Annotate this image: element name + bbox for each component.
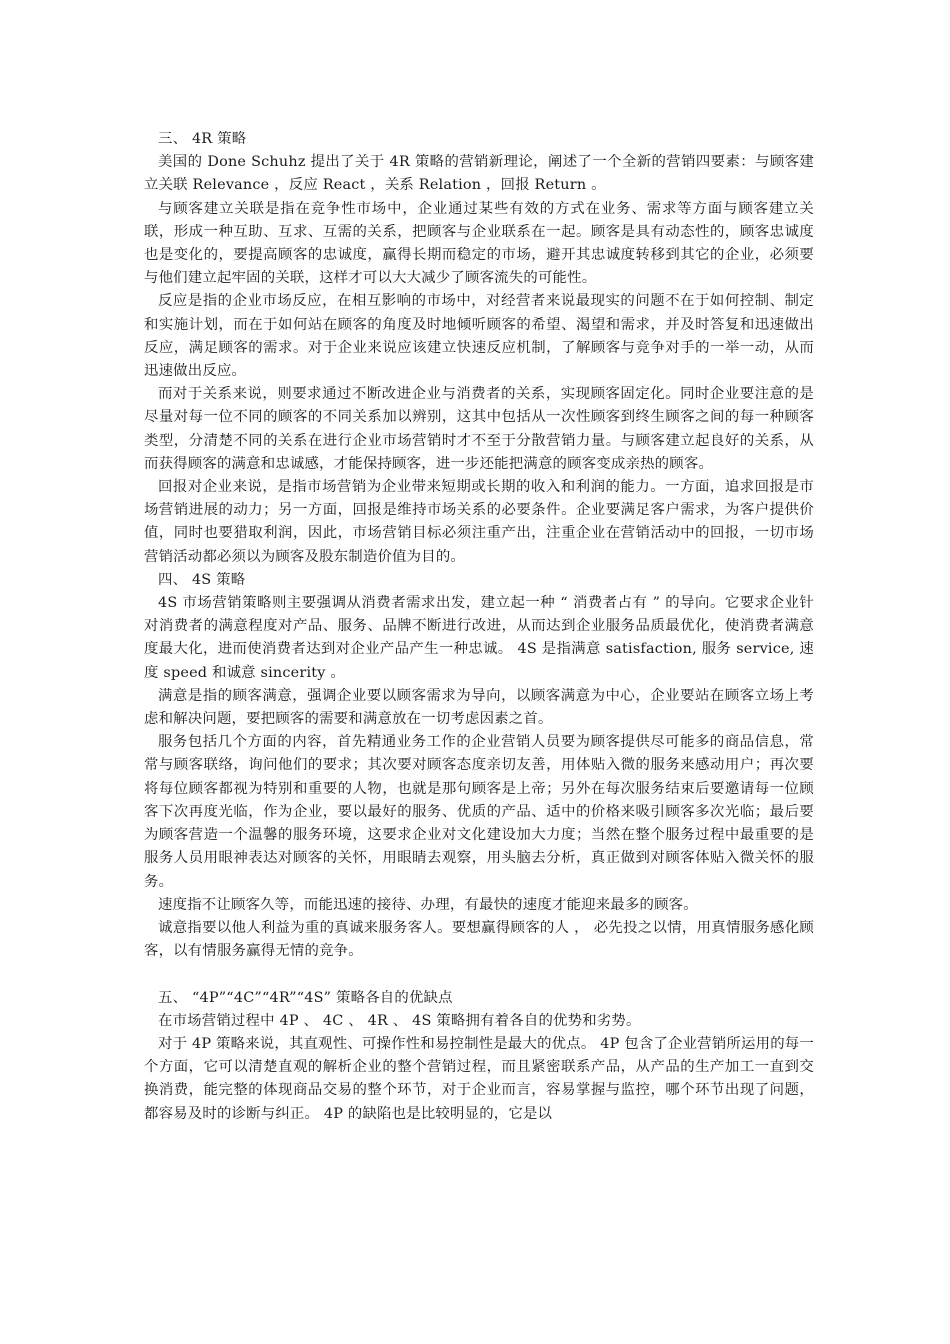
paragraph: 而对于关系来说，则要求通过不断改进企业与消费者的关系，实现顾客固定化。同时企业要注意的是尽量对每一位不同的顾客的不同关系加以辨别，这其中包括从一次性顾客到终生顾客之间的每一种顾客类型，分清楚不同的关系在进行企业市场营销时才不至于分散营销力量。与顾客建立起良好的关系，从而获得顾客的满意和忠诚感，才能保持顾客，进一步还能把满意的顾客变成亲热的顾客。 bbox=[144, 386, 814, 472]
section-heading-comparison: 五、 “4P”“4C”“4R”“4S” 策略各自的优缺点 bbox=[158, 989, 453, 1006]
section-heading-4s: 四、 4S 策略 bbox=[158, 571, 246, 588]
paragraph: 在市场营销过程中 4P 、 4C 、 4R 、 4S 策略拥有着各自的优势和劣势。 bbox=[158, 1012, 641, 1029]
paragraph: 回报对企业来说，是指市场营销为企业带来短期或长期的收入和利润的能力。一方面，追求回报是市场营销进展的动力；另一方面，回报是维持市场关系的必要条件。企业要满足客户需求，为客户提供价值，同时也要猎取利润，因此，市场营销目标必须注重产出，注重企业在营销活动中的回报，一切市场营销活动都必须以为顾客及股东制造价值为目的。 bbox=[144, 479, 814, 565]
document-body bbox=[144, 128, 814, 1126]
paragraph: 对于 4P 策略来说，其直观性、可操作性和易控制性是最大的优点。 4P 包含了企业营销所运用的每一个方面，它可以清楚直观的解析企业的整个营销过程，而且紧密联系产品，从产品的生产加工一直到交换消费，能完整的体现商品交易的整个环节，对于企业而言，容易掌握与监控，哪个环节出现了问题，都容易及时的诊断与纠正。 4P 的缺陷也是比较明显的，它是以 bbox=[144, 1035, 814, 1122]
section-gap bbox=[144, 963, 814, 986]
paragraph: 服务包括几个方面的内容，首先精通业务工作的企业营销人员要为顾客提供尽可能多的商品信息，常常与顾客联络，询问他们的要求；其次要对顾客态度亲切友善，用体贴入微的服务来感动用户；再次要将每位顾客都视为特别和重要的人物，也就是那句顾客是上帝；另外在每次服务结束后要邀请每一位顾客下次再度光临，作为企业，要以最好的服务、优质的产品、适中的价格来吸引顾客多次光临；最后要为顾客营造一个温馨的服务环境，这要求企业对文化建设加大力度；当然在整个服务过程中最重要的是服务人员用眼神表达对顾客的关怀，用眼睛去观察，用头脑去分析，真正做到对顾客体贴入微关怀的服务。 bbox=[144, 734, 814, 890]
paragraph: 满意是指的顾客满意，强调企业要以顾客需求为导向，以顾客满意为中心，企业要站在顾客立场上考虑和解决问题，要把顾客的需要和满意放在一切考虑因素之首。 bbox=[144, 687, 814, 728]
paragraph: 诚意指要以他人利益为重的真诚来服务客人。要想赢得顾客的人 ， 必先投之以情，用真情服务感化顾客，以有情服务赢得无情的竞争。 bbox=[144, 919, 814, 960]
paragraph: 速度指不让顾客久等，而能迅速的接待、办理，有最快的速度才能迎来最多的顾客。 bbox=[158, 896, 698, 913]
section-heading-4r: 三、 4R 策略 bbox=[158, 131, 247, 147]
paragraph: 与顾客建立关联是指在竞争性市场中，企业通过某些有效的方式在业务、需求等方面与顾客建立关联，形成一种互助、互求、互需的关系，把顾客与企业联系在一起。顾客是具有动态性的，顾客忠诚度也是变化的，要提高顾客的忠诚度，赢得长期而稳定的市场，避开其忠诚度转移到其它的企业，必须要与他们建立起牢固的关联，这样才可以大大减少了顾客流失的可能性。 bbox=[144, 200, 814, 287]
paragraph: 反应是指的企业市场反应，在相互影响的市场中，对经营者来说最现实的问题不在于如何控制、制定和实施计划，而在于如何站在顾客的角度及时地倾听顾客的希望、渴望和需求，并及时答复和迅速做出反应，满足顾客的需求。对于企业来说应该建立快速反应机制，了解顾客与竞争对手的一举一动，从而迅速做出反应。 bbox=[144, 293, 814, 380]
paragraph: 美国的 Done Schuhz 提出了关于 4R 策略的营销新理论，阐述了一个全新的营销四要素：与顾客建立关联 Relevance ，反应 React ，关系 Relation ，回报 Return 。 bbox=[144, 154, 814, 194]
paragraph: 4S 市场营销策略则主要强调从消费者需求出发，建立起一种 “ 消费者占有 ” 的导向。它要求企业针对消费者的满意程度对产品、服务、品牌不断进行改进，从而达到企业服务品质最优化，使消费者满意度最大化，进而使消费者达到对企业产品产生一种忠诚。 4S 是指满意 satisfaction, 服务 service, 速度 speed 和诚意 sincerity 。 bbox=[144, 595, 814, 681]
